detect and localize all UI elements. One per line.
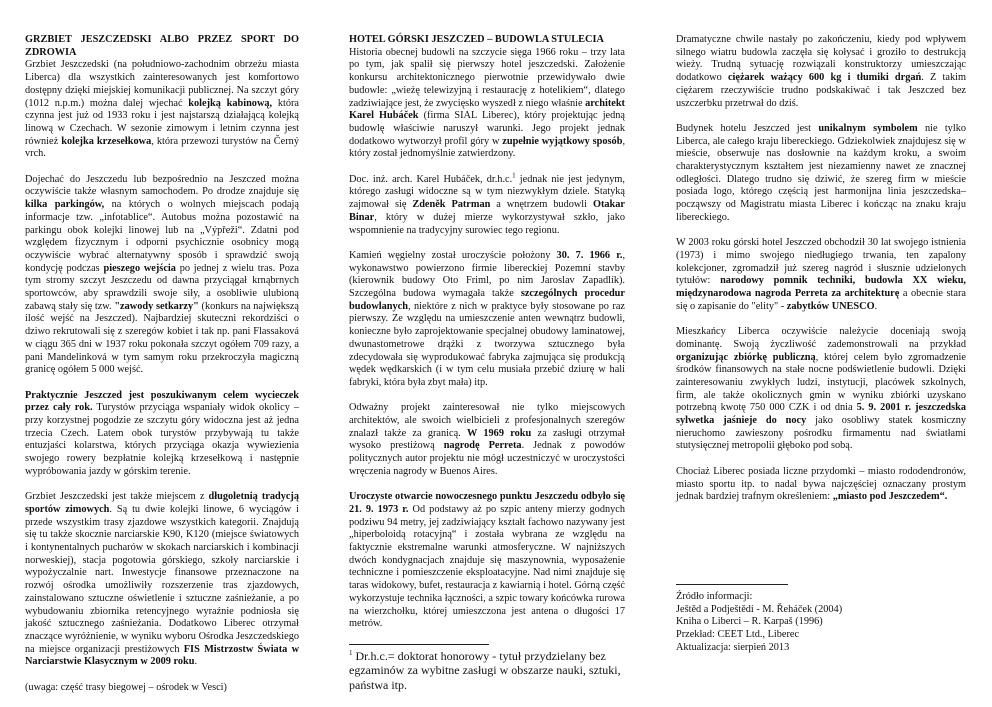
bold-text: nagrodę Perreta xyxy=(443,440,522,452)
source-line: Kniha o Liberci – R. Karpaš (1996) xyxy=(676,616,823,628)
text-run: , która przewozi turystów na Černý vrch. xyxy=(25,135,299,160)
text-run: . Jednak z powodów politycznych autor projektu nie mógł uczestniczyć w uroczystości wręczenia nagrody w Buenos Aires. xyxy=(349,440,626,477)
footnote xyxy=(349,649,625,693)
text-run: Chociaż Liberec posiada liczne przydomki – miasto rododendronów, miasto sportu itp. to nadal bywa najczęściej oznaczany prostym jednak bardziej trafnym określeniem: xyxy=(676,465,966,503)
source-line: Ještěd a Podještědí - M. Řeháček (2004) xyxy=(676,603,843,615)
paragraph xyxy=(349,250,625,390)
text-run: . xyxy=(874,300,878,312)
bold-text: Praktycznie Jeszczed jest poszukiwanym celem wycieczek przez cały rok. xyxy=(25,389,299,414)
paragraph xyxy=(676,466,966,504)
text-run: po jednej z wielu tras. Poza tym stromy szczyt Jeszczedu od dawna przyciągał krnąbrnych sportowców, aby sprawdzili swoje siły, a osobliwie ulubioną zabawą stały się tzw. xyxy=(25,262,299,312)
text-run: Dramatyczne chwile nastały po zakończeniu, kiedy pod wpływem silnego wiatru budowla zaczęła się kołysać i groziło to destrukcją wieży. Trudną sytuację rozwiązali konstruktorzy umieszczając dodatkowo xyxy=(676,34,966,84)
paragraph xyxy=(349,47,625,161)
source-line: Przekład: CEET Ltd., Liberec xyxy=(676,629,800,641)
paragraph xyxy=(349,171,626,238)
footnote-divider xyxy=(349,644,489,645)
text-run: Od podstawy aż po szpic anteny mierzy godnych podziwu 94 metry, jej zadziwiający kształt fachowo nazywany jest „hiperboloidą rotacyjną“ i została wybrana ze względu na faktycznie ekstremalne warunki atmosferyczne. W najniższych dwóch kondygnacjach znajduje się maszynownia, wyposażenie techniczne i pomieszczenie eksploatacyjne. Nad nimi znajduje się taras widokowy, bufet, restauracja z kawiarnią i hotel. Górną część wykorzystuje technika łączności, a szpic towary końcówka rurowa na wierzchołku, której umieszczona jest antena o długości 17 metrów. xyxy=(349,503,625,630)
bold-text: kilka parkingów, xyxy=(25,199,105,211)
text-run: . xyxy=(194,656,198,668)
text-run: , wykonawstwo powierzono firmie libereckiej Pozemní stavby (kierownik budowy Oto Friml, po nim Jaroslav Zapadlík). Szczególna budowa wymagała także xyxy=(349,249,626,300)
column-1 xyxy=(25,34,299,707)
bold-text: pieszego wejścia xyxy=(103,262,176,274)
bold-text: narodowy pomnik techniki, budowla XX wieku, międzynarodowa nagroda Perreta za architekturę xyxy=(676,275,967,300)
text-run: , której celem było zgromadzenie środków finansowych na stałe nocne podświetlenie budowli. Dzięki zainteresowaniu zwykłych ludzi, instytucji, placówek szkolnych, firm, ale także okolicznych gmin w wyniku zbiórki uzyskano potrzebną kwotę 750 000 CZK i od dnia xyxy=(676,351,966,414)
text-run: , niektóre z nich w praktyce były stosowane po raz pierwszy. Ze względu na umieszczenie anten wewnątrz budowli, konieczne było zaprojektowanie specjalnej obudowy laminatowej, dwunastometrowe drążki z tworzywa sztucznego była zdecydowała się wyprodukować fabryka zajmująca się produkcją wędek wędkarskich (i w tym celu musiała przebić dziurę w hali fabryki, która była zbyt mała) itp. xyxy=(349,300,625,388)
text-run: nie tylko Liberca, ale całego kraju libereckiego. Gdziekolwiek znajdujesz się w mieście, obserwuje nas dosłownie na każdym kroku, a swoim charakterystycznym kształtem jest niezamienny nawet ze znacznej odległości. Dlatego trudno się dziwić, że szereg firm w mieście posiada logo, którego częścią jest harmonijna linia jeszczedska– począwszy od Magistratu miasta Liberec i kończąc na znaku kraju libereckiego. xyxy=(676,122,966,223)
bold-text: Zdeněk Patrman xyxy=(412,199,491,211)
text-run: Kamień węgielny został uroczyście położony xyxy=(349,249,557,261)
paragraph xyxy=(676,237,966,313)
bold-text: zupełnie wyjątkowy sposób xyxy=(502,135,623,147)
text-run: a wnętrzem budowli xyxy=(490,199,593,211)
text-run: Grzbiet Jeszczedski (na południowo-zachodnim obrzeżu miasta Liberca) dla wszystkich zainteresowanych jest komfortowo dostępny dzięki miejskiej komunikacji publicznej. Na szczyt góry (1012 n.p.m.) można dalej wjechać xyxy=(25,59,299,109)
column-3 xyxy=(676,34,966,654)
paragraph xyxy=(25,59,299,161)
note: (uwaga: część trasy biegowej – ośrodek w Vesci) xyxy=(25,681,227,693)
column-2 xyxy=(349,34,625,692)
footnote-marker: 1 xyxy=(349,648,353,657)
paragraph xyxy=(25,174,299,377)
paragraph xyxy=(676,123,966,225)
text-run: za zasługi otrzymał wysoko prestiżową xyxy=(349,427,625,452)
text-run: Mieszkańcy Liberca oczywiście należycie doceniają swoją dominantę. Swoją życzliwość zademonstrowali na przykład xyxy=(676,326,966,350)
text-run: . Są tu dwie kolejki linowe, 6 wyciągów i przede wszystkim trasy zjazdowe wszystkich kategorii. Znajdują się tu także skocznie narciarskie K90, K120 (miejsce światowych i kontynentalnych pucharów w skokach narciarskich i kombinacji norweskiej), stacja pogotowia górskiego, szkoły narciarskie i wypożyczalnie nart. Inwestycje finansowe przeznaczone na rozwój ośrodka umożliwiły rozszerzenie tras zjazdowych, zainstalowano sztuczne oświetlenie i sztuczne zaśnieżanie, a po wybudowaniu zbiornika retencyjnego wyraźnie podniosła się jakość sztucznego zaśnieżania. Dodatkowo Liberec otrzymał znaczące wyróżnienie, w wyniku wyboru Ośrodka Jeszczedskiego na miejsce organizacji prestiżowych xyxy=(25,503,299,655)
bold-text: organizując zbiórkę publiczną xyxy=(676,351,816,363)
bold-text: zabytków UNESCO xyxy=(786,300,875,312)
text-run: . Z takim ciężarem rzeczywiście trudno podskakiwać i tak Jeszczed bez uszczerbku przetrwał do dziś. xyxy=(676,72,966,109)
text-run: Historia obecnej budowli na szczycie sięga 1966 roku – trzy lata po tym, jak spalił się pierwszy hotel jeszczedski. Założenie konkursu architektonicznego pierwotnie przewidywało dwie budowle: „wieżę telewizyjną i restaurację z hotelikiem“, dlatego zadziwiające jest, że zwycięsko wyszedł z niego właśnie xyxy=(349,46,625,109)
text-run: a obecnie stara się o zapisanie do "elity" - xyxy=(676,288,966,312)
bold-text: architekt Karel Hubáček xyxy=(349,97,625,122)
bold-text: "zawody setkarzy" xyxy=(114,300,199,312)
paragraph xyxy=(349,402,625,478)
text-run: Odważny projekt zainteresował nie tylko miejscowych architektów, ale swoich wielbicieli z profesjonalnych szeregów znalazł także za granicą. xyxy=(349,402,625,439)
text-run: która czynna jest już od 1933 roku i jest najstarszą działającą kolejką linową w Czechach. W sezonie zimowym i letnim czynna jest również xyxy=(25,97,299,147)
bold-text: kolejka krzesełkowa xyxy=(61,135,152,147)
bold-text: FIS Mistrzostw Świata w Narciarstwie Klasycznym w 2009 roku xyxy=(25,643,300,668)
text-run: Dojechać do Jeszczedu lub bezpośrednio na Jeszczed można oczywiście także własnym samochodem. Po drodze znajduje się xyxy=(25,173,299,198)
paragraph xyxy=(25,491,299,669)
text-run: , który został jednomyślnie zatwierdzony. xyxy=(349,135,626,160)
bold-text: unikalnym symbolem xyxy=(818,122,918,134)
bold-text: W 1969 roku xyxy=(467,427,532,439)
text-run: W 2003 roku górski hotel Jeszczed obchodził 30 lat swojego istnienia (1973) i mimo swojego niedługiego trwania, ten zapalony kolekcjoner, zgromadził już szereg nagród i słusznie udzielonych tytułów: xyxy=(676,237,966,287)
bold-text: Otakar Binar xyxy=(349,199,626,223)
bold-text: ciężarek ważący 600 kg i tłumiki drgań xyxy=(727,72,922,84)
bold-text: szczególnych procedur budowlanych xyxy=(349,288,625,312)
footnote-text: Dr.h.c.= doktorat honorowy - tytuł przydzielany bez egzaminów za wybitne zasługi w obszarze nauki, sztuki, państwa itp. xyxy=(349,648,621,692)
section-title-grzbiet: GRZBIET JESZCZEDSKI ALBO PRZEZ SPORT DO ZDROWIA xyxy=(25,34,299,58)
source-line: Aktualizacja: sierpień 2013 xyxy=(676,641,790,653)
bold-text: długoletnią tradycją sportów zimowych xyxy=(25,491,300,515)
bold-text: 30. 7. 1966 r. xyxy=(556,249,623,261)
text-run: (firma SIAL Liberec), który projektując jedną budowlę właściwie naruszył warunki. Jego projekt jednak dodatkowo wytworzył profil góry w xyxy=(349,110,625,147)
paragraph xyxy=(25,390,299,479)
text-run: jako osobliwy statek kosmiczny nieruchomo zawieszony pośrodku firmamentu nad światłami stutysięcznej metropolii głęboko pod sobą. xyxy=(676,415,966,452)
bold-text: „miasto pod Jeszczedem“. xyxy=(832,491,948,503)
sources-divider xyxy=(676,584,788,585)
bold-text: kolejką kabinową, xyxy=(188,97,273,109)
paragraph xyxy=(349,491,625,631)
footnote-ref: 1 xyxy=(512,171,516,180)
text-run: Grzbiet Jeszczedski jest także miejscem z xyxy=(25,491,209,503)
sources-block xyxy=(676,584,966,655)
text-run: , który w dużej mierze wykorzystywał szkło, jako wspomnienie na tradycyjny surowiec tego regionu. xyxy=(349,211,625,236)
text-run: jednak nie jest jedynym, którego zasługi widoczne są w tym niezwykłym dziele. Statyką zajmował się xyxy=(349,173,626,211)
text-run: Budynek hotelu Jeszczed jest xyxy=(676,122,819,134)
text-run: (konkurs na największą ilość wejść na Jeszczed). Najbardziej skuteczni rekordziści o dziwo rekrutowali się z szeregów kobiet i tak np. pani Flassaková w ciągu 365 dni w 1937 roku pokonała szczyt ogółem 709 razy, a pani Mandelinková w tym samym roku przekroczyła magiczną granicę ogółem 5 000 wejść. xyxy=(25,300,300,376)
paragraph xyxy=(676,34,966,110)
text-run: Turystów przyciąga wspaniały widok okolicy – przy korzystnej pogodzie ze szczytu góry widoczna jest aż jedna trzecia Czech. Latem obok turystów przybywają tu także entuzjaści kolarstwa, których przyciąga okazja wywiezienia swojego rowery bezpłatnie kolejką krzesełkową i następnie wypróbowania jazdy w górskim terenie. xyxy=(25,402,299,477)
source-line: Źródło informacji: xyxy=(676,590,753,602)
paragraph xyxy=(676,326,966,453)
bold-text: 5. 9. 2001 r. jeszczedska sylwetka jaśnieje do nocy xyxy=(676,402,966,427)
section-title-hotel: HOTEL GÓRSKI JESZCZED – BUDOWLA STULECIA xyxy=(349,34,604,45)
text-run: Doc. inż. arch. Karel Hubáček, dr.h.c. xyxy=(349,173,513,185)
bold-text: Uroczyste otwarcie nowoczesnego punktu Jeszczedu odbyło się 21. 9. 1973 r. xyxy=(349,491,625,515)
text-run: na których o wolnych miejscach podają informacje tzw. „infotablice“. Autobus można pozostawić na parkingu obok kolejki linowej lub na „Výpřeži“. Zdatni pod względem fizycznym i odporni psychicznie osobnicy mogą oczywiście wybrać alternatywny sposób i sprawdzić swoją kondycję podczas xyxy=(25,199,299,274)
